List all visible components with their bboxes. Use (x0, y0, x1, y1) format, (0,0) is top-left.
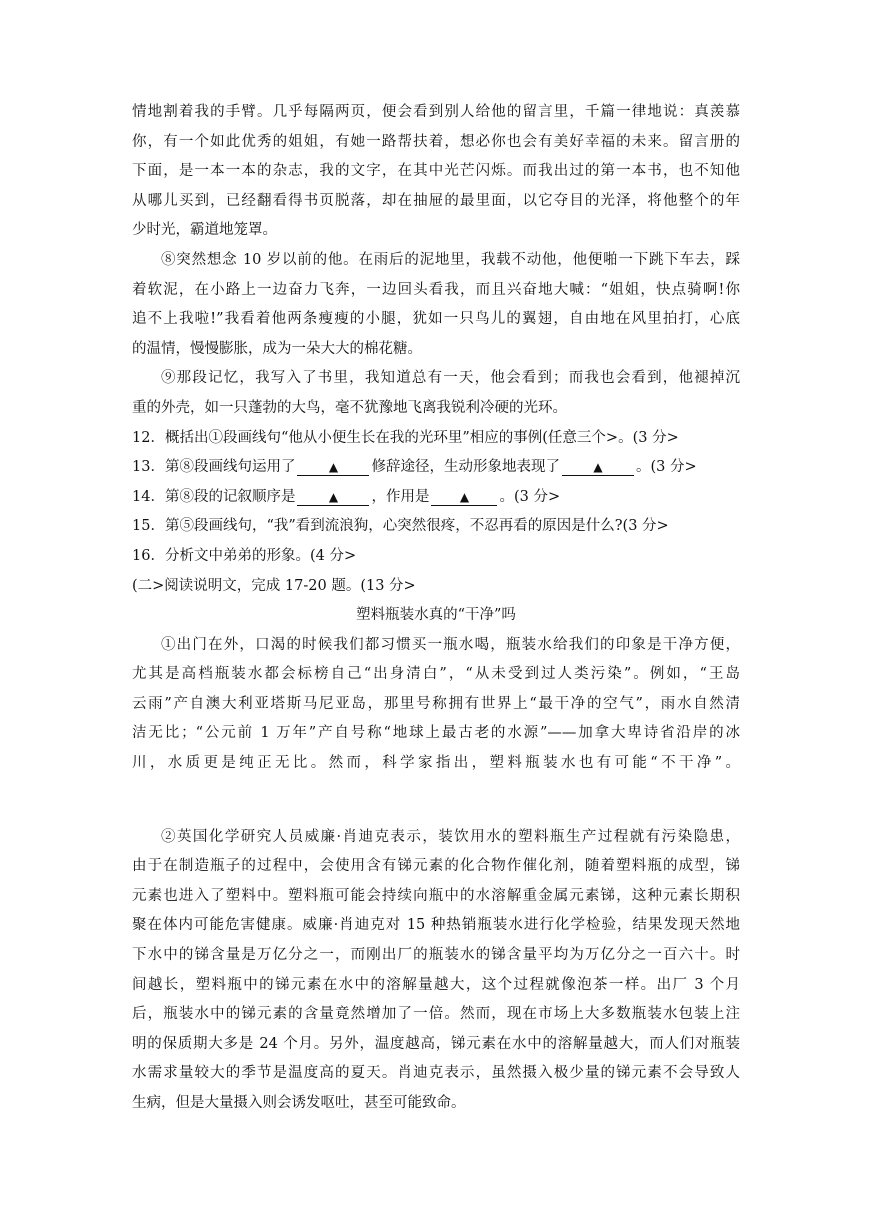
article-paragraph-1 (132, 631, 740, 779)
text-line: ⑧突然想念 10 岁以前的他。在雨后的泥地里，我载不动他，他便啪一下跳下车去，踩 (161, 251, 740, 268)
text-line: 间越长，塑料瓶中的锑元素在水中的溶解量越大，这个过程就像泡茶一样。出厂 3 个月 (132, 976, 740, 993)
question-list (132, 424, 740, 572)
text-line: 重的外壳，如一只蓬勃的大鸟，毫不犹豫地飞离我锐利冷硬的光环。 (132, 399, 567, 416)
question-14-text-b: ，作用是 (371, 488, 430, 505)
text-line: ⑨那段记忆，我写入了书里，我知道总有一天，他会看到；而我也会看到，他褪掉沉 (161, 370, 740, 387)
answer-blank[interactable] (297, 489, 369, 506)
question-12: 12．概括出①段画线句“他从小便生长在我的光环里”相应的事例(任意三个>。(3 分> (132, 429, 679, 446)
text-line: 云雨”产自澳大利亚塔斯马尼亚岛，那里号称拥有世界上“最干净的空气”，雨水自然清 (132, 695, 740, 712)
triangle-icon: ▲ (593, 460, 603, 475)
question-13-text-c: 。(3 分> (635, 459, 697, 476)
text-line: 你，有一个如此优秀的姐姐，有她一路帮扶着，想必你也会有美好幸福的未来。留言册的 (132, 133, 740, 150)
question-13-text-b: 修辞途径，生动形象地表现了 (371, 459, 560, 476)
text-line: 情地割着我的手臂。几乎每隔两页，便会看到别人给他的留言里，千篇一律地说：真羡慕 (132, 104, 740, 120)
answer-blank[interactable] (562, 459, 634, 476)
article-paragraph-2 (132, 823, 740, 1119)
triangle-icon: ▲ (459, 489, 470, 504)
paragraph-gap (132, 779, 740, 823)
section-header: (二>阅读说明文，完成 17-20 题。(13 分> (132, 577, 416, 594)
question-16: 16．分析文中弟弟的形象。(4 分> (132, 547, 357, 564)
text-line: 明的保质期大多是 24 个月。另外，温度越高，锑元素在水中的溶解量越大，而人们对瓶装 (132, 1035, 740, 1052)
text-line: 下面，是一本一本的杂志，我的文字，在其中光芒闪烁。而我出过的第一本书，也不知他 (132, 163, 740, 180)
article-title: 塑料瓶装水真的“干净”吗 (356, 607, 516, 624)
question-13 (132, 453, 740, 483)
text-line: 水需求量较大的季节是温度高的夏天。肖迪克表示，虽然摄入极少量的锑元素不会导致人 (132, 1065, 740, 1082)
document-page (132, 98, 740, 1119)
text-line: 的温情，慢慢膨胀，成为一朵大大的棉花糖。 (132, 340, 422, 357)
answer-blank[interactable] (297, 459, 369, 476)
text-line: 从哪儿买到，已经翻看得书页脱落，却在抽屉的最里面，以它夺目的光泽，将他整个的年 (132, 192, 740, 209)
answer-blank[interactable] (431, 489, 497, 506)
question-15: 15．第⑤段画线句，“我”看到流浪狗，心突然很疼，不忍再看的原因是什么?(3 分> (132, 518, 669, 535)
question-14 (132, 483, 740, 513)
text-line: 下水中的锑含量是万亿分之一，而刚出厂的瓶装水的锑含量平均为万亿分之一百六十。时 (132, 947, 740, 964)
question-14-text-c: 。(3 分> (499, 488, 561, 505)
essay-paragraph-8 (132, 246, 740, 364)
text-line: 追不上我啦!”我看着他两条瘦瘦的小腿，犹如一只鸟儿的翼翅，自由地在风里拍打，心底 (132, 311, 740, 328)
text-line: 生病，但是大量摄入则会诱发呕吐，甚至可能致命。 (132, 1095, 466, 1111)
text-line: 川，水质更是纯正无比。然而，科学家指出，塑料瓶装水也有可能“不干净”。 (132, 755, 740, 772)
text-line: 着软泥，在小路上一边奋力飞奔，一边回头看我，而且兴奋地大喊：“姐姐，快点骑啊!你 (132, 281, 740, 298)
essay-paragraph-9 (132, 364, 740, 423)
essay-paragraph-7 (132, 98, 740, 246)
text-line: 尤其是高档瓶装水都会标榜自己“出身清白”，“从未受到过人类污染”。例如，“王岛 (132, 666, 740, 683)
triangle-icon: ▲ (328, 489, 339, 504)
text-line: 由于在制造瓶子的过程中，会使用含有锑元素的化合物作催化剂，随着塑料瓶的成型，锑 (132, 858, 740, 875)
text-line: ①出门在外，口渴的时候我们都习惯买一瓶水喝，瓶装水给我们的印象是干净方便， (161, 636, 740, 653)
text-line: 后，瓶装水中的锑元素的含量竟然增加了一倍。然而，现在市场上大多数瓶装水包装上注 (132, 1006, 740, 1023)
question-13-text-a: 13．第⑧段画线句运用了 (132, 459, 296, 476)
text-line: 元素也进入了塑料中。塑料瓶可能会持续向瓶中的水溶解重金属元素锑，这种元素长期积 (132, 887, 740, 904)
text-line: 聚在体内可能危害健康。威廉·肖迪克对 15 种热销瓶装水进行化学检验，结果发现天然地 (132, 917, 740, 934)
question-14-text-a: 14．第⑧段的记叙顺序是 (132, 488, 296, 505)
text-line: 少时光，霸道地笼罩。 (132, 222, 277, 239)
text-line: ②英国化学研究人员威廉·肖迪克表示，装饮用水的塑料瓶生产过程就有污染隐患， (161, 828, 740, 845)
text-line: 洁无比；“公元前 1 万年”产自号称“地球上最古老的水源”——加拿大卑诗省沿岸的冰 (132, 725, 740, 742)
triangle-icon: ▲ (328, 460, 339, 475)
